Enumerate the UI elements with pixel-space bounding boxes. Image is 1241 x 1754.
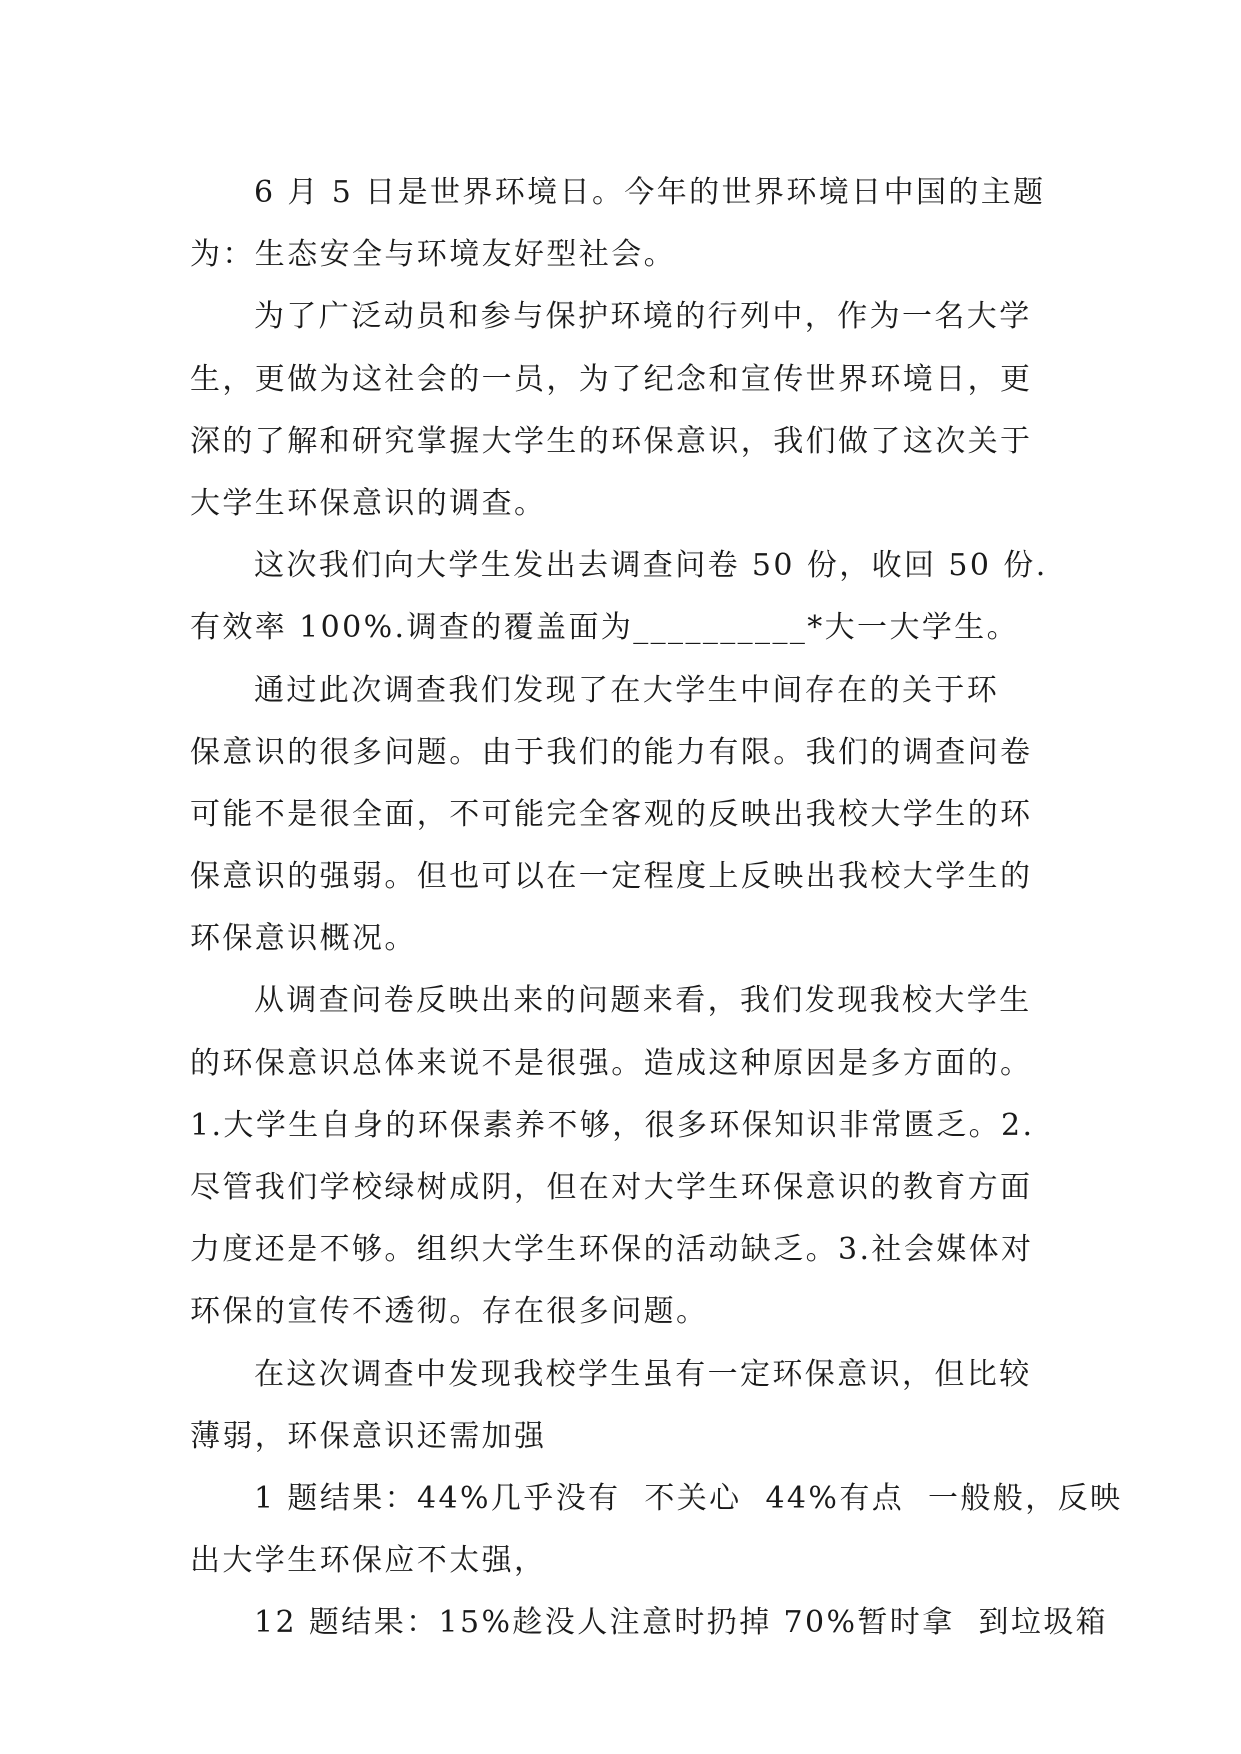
text-line: 通过此次调查我们发现了在大学生中间存在的关于环 — [254, 672, 1000, 708]
text-line: 大学生环保意识的调查。 — [190, 485, 547, 521]
text-line: 的环保意识总体来说不是很强。造成这种原因是多方面的。 — [190, 1045, 1033, 1081]
text-line: 从调查问卷反映出来的问题来看，我们发现我校大学生 — [254, 983, 1032, 1019]
text-line: 出大学生环保应不太强， — [190, 1543, 547, 1579]
text-line: 保意识的很多问题。由于我们的能力有限。我们的调查问卷 — [190, 734, 1033, 770]
text-line: 这次我们向大学生发出去调查问卷 50 份，收回 50 份. — [254, 548, 1048, 584]
text-line: 可能不是很全面，不可能完全客观的反映出我校大学生的环 — [190, 796, 1033, 832]
text-line: 在这次调查中发现我校学生虽有一定环保意识，但比较 — [254, 1356, 1032, 1392]
text-line: 有效率 100%.调查的覆盖面为__________*大一大学生。 — [190, 610, 1020, 646]
text-line: 深的了解和研究掌握大学生的环保意识，我们做了这次关于 — [190, 423, 1033, 459]
text-line: 薄弱，环保意识还需加强 — [190, 1418, 547, 1454]
text-line: 力度还是不够。组织大学生环保的活动缺乏。3.社会媒体对 — [190, 1232, 1034, 1268]
text-line: 为了广泛动员和参与保护环境的行列中，作为一名大学 — [254, 299, 1032, 335]
text-line: 1 题结果：44%几乎没有 不关心 44%有点 一般般，反映 — [254, 1480, 1123, 1516]
text-line: 6 月 5 日是世界环境日。今年的世界环境日中国的主题 — [254, 175, 1046, 210]
text-line: 12 题结果：15%趁没人注意时扔掉 70%暂时拿 到垃圾箱 — [254, 1605, 1109, 1641]
text-line: 生，更做为这社会的一员，为了纪念和宣传世界环境日，更 — [190, 361, 1033, 397]
text-line: 为：生态安全与环境友好型社会。 — [190, 237, 676, 273]
text-line: 环保的宣传不透彻。存在很多问题。 — [190, 1294, 709, 1330]
document-body — [190, 162, 1123, 1655]
text-line: 环保意识概况。 — [190, 921, 417, 957]
text-line: 尽管我们学校绿树成阴，但在对大学生环保意识的教育方面 — [190, 1170, 1033, 1205]
text-line: 1.大学生自身的环保素养不够，很多环保知识非常匮乏。2. — [190, 1107, 1035, 1143]
text-line: 保意识的强弱。但也可以在一定程度上反映出我校大学生的 — [190, 859, 1033, 895]
